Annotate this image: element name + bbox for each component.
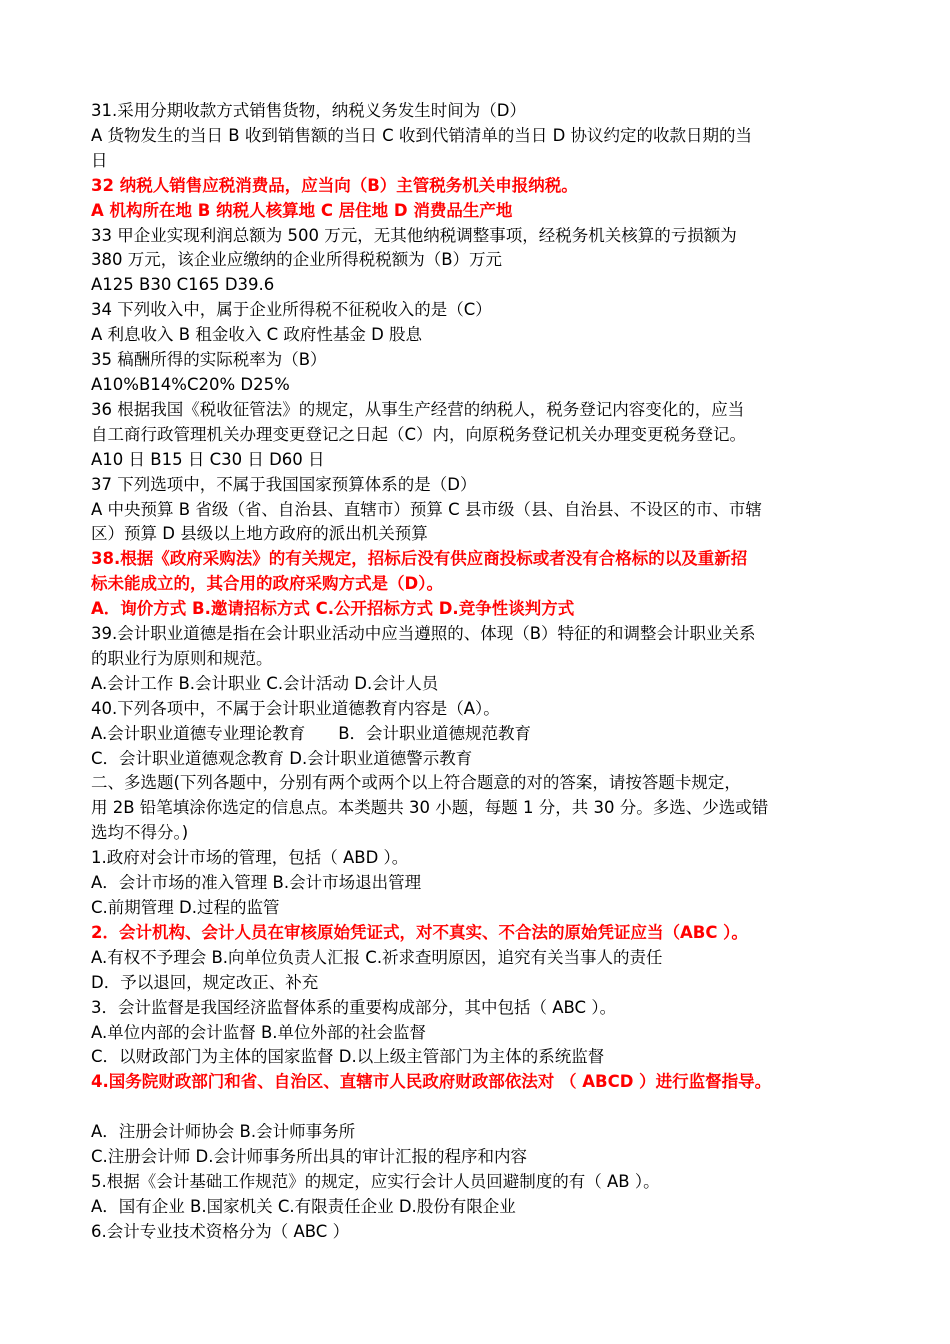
- text-line: 39.会计职业道德是指在会计职业活动中应当遵照的、体现（B）特征的和调整会计职业关系: [91, 624, 756, 644]
- document-body: [91, 99, 861, 1245]
- text-line: A10 日 B15 日 C30 日 D60 日: [91, 449, 325, 469]
- highlighted-text-line: A．询价方式 B.邀请招标方式 C.公开招标方式 D.竞争性谈判方式: [91, 599, 575, 619]
- text-line: A.有权不予理会 B.向单位负责人汇报 C.祈求查明原因，追究有关当事人的责任: [91, 947, 663, 967]
- text-line: 3．会计监督是我国经济监督体系的重要构成部分，其中包括（ ABC ）。: [91, 997, 617, 1017]
- text-line: C．以财政部门为主体的国家监督 D.以上级主管部门为主体的系统监督: [91, 1047, 605, 1067]
- text-line: 选均不得分。): [91, 823, 189, 843]
- highlighted-text-line: 38.根据《政府采购法》的有关规定，招标后没有供应商投标或者没有合格标的以及重新招: [91, 549, 748, 569]
- text-line: 37 下列选项中，不属于我国国家预算体系的是（D）: [91, 474, 477, 494]
- text-line: A.会计职业道德专业理论教育 B．会计职业道德规范教育: [91, 723, 532, 743]
- text-line: A 货物发生的当日 B 收到销售额的当日 C 收到代销清单的当日 D 协议约定的收款日期的当: [91, 125, 753, 145]
- text-line: 31.采用分期收款方式销售货物，纳税义务发生时间为（D）: [91, 101, 526, 120]
- text-line: 6.会计专业技术资格分为（ ABC ）: [91, 1221, 350, 1241]
- text-line: A125 B30 C165 D39.6: [91, 275, 275, 295]
- blank-line: [91, 1095, 861, 1120]
- text-line: A 中央预算 B 省级（省、自治县、直辖市）预算 C 县市级（县、自治县、不设区的市、市辖: [91, 499, 762, 519]
- text-line: 35 稿酬所得的实际税率为（B）: [91, 350, 327, 370]
- highlighted-text-line: 32 纳税人销售应税消费品，应当向（B）主管税务机关申报纳税。: [91, 175, 578, 195]
- highlighted-text-line: A 机构所在地 B 纳税人核算地 C 居住地 D 消费品生产地: [91, 200, 513, 220]
- text-line: A.会计工作 B.会计职业 C.会计活动 D.会计人员: [91, 673, 439, 693]
- highlighted-text-line: 标未能成立的，其合用的政府采购方式是（D）。: [91, 574, 443, 594]
- text-line: C.前期管理 D.过程的监管: [91, 898, 280, 917]
- text-line: A 利息收入 B 租金收入 C 政府性基金 D 股息: [91, 325, 423, 345]
- text-line: 33 甲企业实现利润总额为 500 万元，无其他纳税调整事项，经税务机关核算的亏损额为: [91, 225, 737, 245]
- text-line: A10%B14%C20% D25%: [91, 374, 290, 394]
- text-line: A.单位内部的会计监督 B.单位外部的社会监督: [91, 1022, 427, 1042]
- text-line: 34 下列收入中，属于企业所得税不征税收入的是（C）: [91, 300, 492, 320]
- text-line: A．国有企业 B.国家机关 C.有限责任企业 D.股份有限企业: [91, 1196, 516, 1216]
- text-line: 5.根据《会计基础工作规范》的规定，应实行会计人员回避制度的有（ AB ）。: [91, 1171, 660, 1191]
- highlighted-text-line: 4.国务院财政部门和省、自治区、直辖市人民政府财政部依法对 （ ABCD ）进行监督指导。: [91, 1072, 772, 1092]
- text-line: A．会计市场的准入管理 B.会计市场退出管理: [91, 873, 422, 893]
- text-line: 二、多选题(下列各题中，分别有两个或两个以上符合题意的对的答案，请按答题卡规定，: [91, 773, 741, 793]
- text-line: 的职业行为原则和规范。: [91, 648, 273, 668]
- text-line: 380 万元，该企业应缴纳的企业所得税税额为（B）万元: [91, 250, 503, 270]
- text-line: A．注册会计师协会 B.会计师事务所: [91, 1122, 356, 1142]
- text-line: 自工商行政管理机关办理变更登记之日起（C）内，向原税务登记机关办理变更税务登记。: [91, 424, 747, 444]
- highlighted-text-line: 2．会计机构、会计人员在审核原始凭证式，对不真实、不合法的原始凭证应当（ABC ）。: [91, 922, 748, 942]
- text-line: 1.政府对会计市场的管理，包括（ ABD ）。: [91, 848, 409, 868]
- text-line: C．会计职业道德观念教育 D.会计职业道德警示教育: [91, 748, 473, 768]
- text-line: 40.下列各项中，不属于会计职业道德教育内容是（A）。: [91, 698, 500, 718]
- text-line: C.注册会计师 D.会计师事务所出具的审计汇报的程序和内容: [91, 1147, 527, 1167]
- text-line: 36 根据我国《税收征管法》的规定，从事生产经营的纳税人，税务登记内容变化的，应当: [91, 399, 745, 419]
- text-line: 日: [91, 150, 108, 170]
- text-line: 用 2B 铅笔填涂你选定的信息点。本类题共 30 小题，每题 1 分，共 30 分。多选、少选或错: [91, 798, 769, 818]
- text-line: D．予以退回，规定改正、补充: [91, 972, 319, 992]
- text-line: 区）预算 D 县级以上地方政府的派出机关预算: [91, 524, 428, 544]
